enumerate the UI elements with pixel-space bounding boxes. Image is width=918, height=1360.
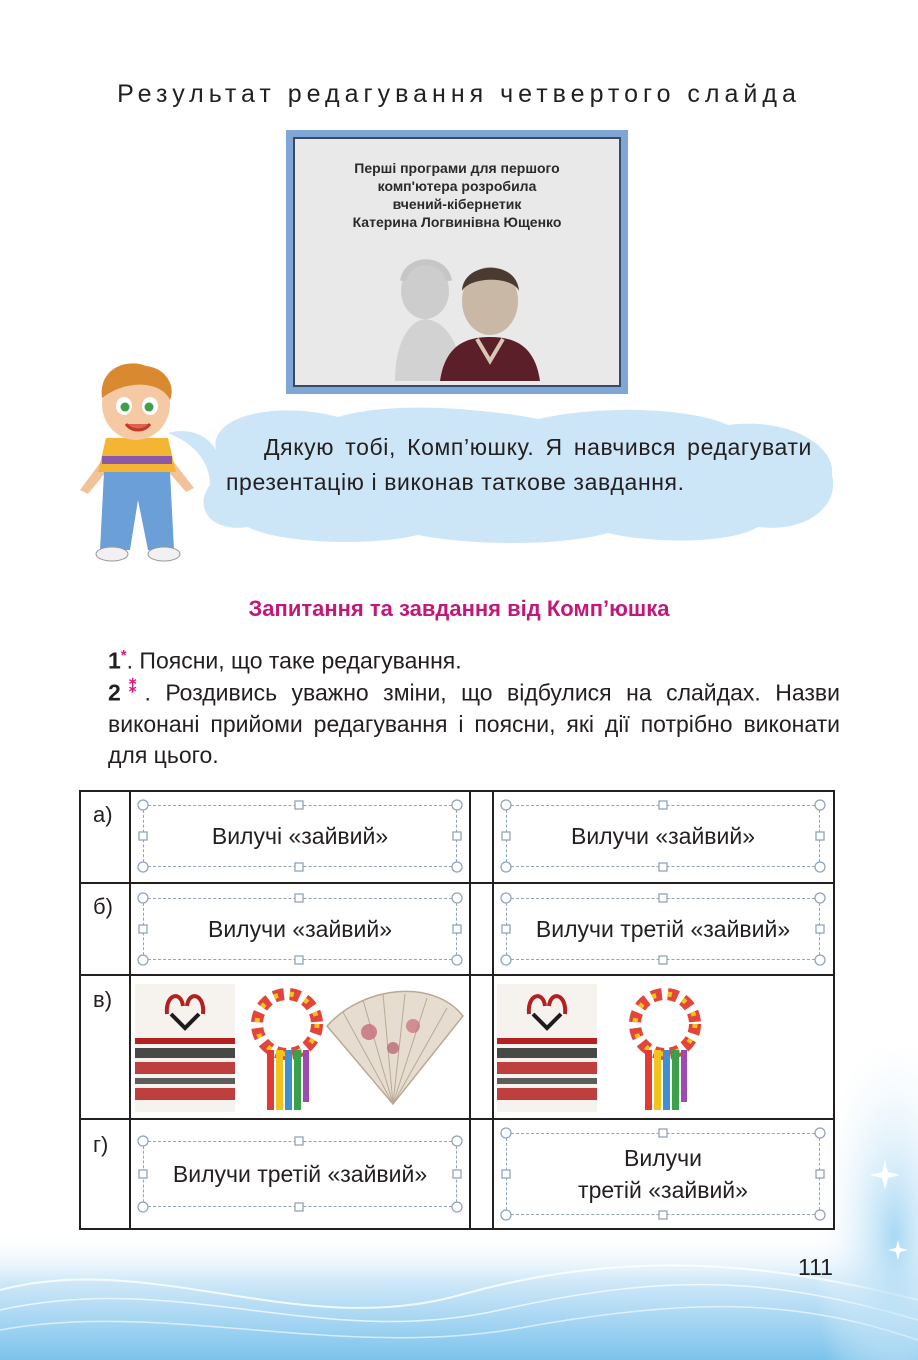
page-number: 111: [798, 1254, 833, 1280]
text-box-line: Вилучи: [624, 1145, 702, 1171]
difficulty-star-icon: ⁑: [120, 679, 145, 696]
embroidered-towel-image: [497, 984, 597, 1112]
page-caption: Результат редагування четвертого слайда: [117, 80, 801, 108]
row-letter-b: б): [93, 894, 113, 919]
question-text: . Поясни, що таке редагування.: [126, 647, 462, 674]
slide-line: Перші програми для першого: [354, 160, 560, 176]
row-letter-v: в): [93, 987, 113, 1012]
question-text: . Роздивись уважно зміни, що відбулися на слайдах. Назви виконані прийоми редагування і поясни, які дії потрібно виконати для цього.: [108, 679, 840, 768]
section-heading: Запитання та завдання від Комп’юшка: [248, 596, 670, 621]
question-2: [108, 672, 840, 771]
speech-text: [226, 430, 812, 500]
row-letter-g: г): [93, 1132, 109, 1157]
embroidered-towel-image: [135, 984, 235, 1112]
slide-preview: [286, 130, 628, 394]
flower-wreath-image: [617, 984, 713, 1112]
hand-fan-image: [323, 986, 467, 1106]
slide-text: [295, 159, 619, 231]
text-box-line: третій «зайвий»: [578, 1177, 748, 1203]
flower-wreath-image: [239, 984, 335, 1112]
question-number: 1: [108, 647, 121, 674]
slide-canvas: [293, 137, 621, 387]
text-box: Вилучи третій «зайвий»: [506, 898, 820, 960]
text-box: Вилучи «зайвий»: [506, 805, 820, 867]
portrait-image: [385, 251, 555, 381]
slide-line: комп'ютера розробила: [377, 178, 537, 194]
slide-line: Катерина Логвинівна Ющенко: [352, 214, 562, 230]
question-number: 2: [108, 679, 121, 706]
text-box: Вилучи третій «зайвий»: [143, 1141, 457, 1207]
text-box: Вилучи «зайвий»: [143, 898, 457, 960]
difficulty-star-icon: *: [120, 647, 127, 664]
speech-content: Дякую тобі, Комп’юшку. Я навчився редагувати презентацію і виконав таткове завдання.: [226, 434, 812, 495]
slide-line: вчений-кібернетик: [392, 196, 522, 212]
task-table: [79, 790, 835, 1230]
row-letter-a: а): [93, 802, 113, 827]
text-box: Вилучі «зайвий»: [143, 805, 457, 867]
